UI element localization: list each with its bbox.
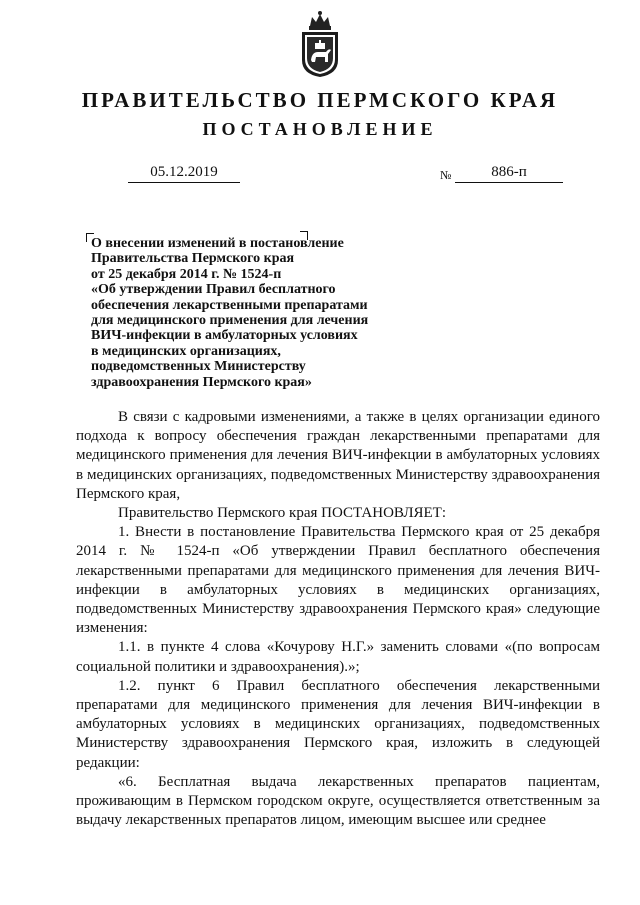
subject-line: Правительства Пермского края xyxy=(91,251,295,267)
government-title: ПРАВИТЕЛЬСТВО ПЕРМСКОГО КРАЯ xyxy=(81,88,559,112)
subject-line: для медицинского применения для лечения xyxy=(91,313,369,329)
perm-krai-coat-of-arms-icon xyxy=(298,10,342,78)
document-date: 05.12.2019 xyxy=(128,164,240,183)
clause-1-1-paragraph: 1.1. в пункте 4 слова «Кочурову Н.Г.» заменить словами «(по вопросам социальной политики и здравоохранения).»; xyxy=(76,639,600,675)
subject-line: О внесении изменений в постановление xyxy=(91,236,344,251)
subject-line: «Об утверждении Правил бесплатного xyxy=(91,282,336,298)
decree-paragraph: Правительство Пермского края ПОСТАНОВЛЯЕТ: xyxy=(118,505,447,522)
subject-line: в медицинских организациях, xyxy=(91,343,281,359)
document-number: 886-п xyxy=(455,164,563,183)
clause-1-paragraph: 1. Внести в постановление Правительства Пермского края от 25 декабря 2014 г. № 1524-п «Об утверждении Правил бесплатного обеспечения лекарственными препаратами для медицинского применения для лечения ВИЧ-инфекции в амбулаторных условиях в медицинских организациях, подведомственных Министерству здравоохранения Пермского края» следующие изменения: xyxy=(76,524,600,637)
subject-line: от 25 декабря 2014 г. № 1524-п xyxy=(91,266,282,282)
preamble-paragraph: В связи с кадровыми изменениями, а также в целях организации единого подхода к вопросу обеспечения граждан лекарственными препаратами для медицинского применения для лечения ВИЧ-инфекции в амбулаторных условиях в медицинских организациях, подведомственных Министерству здравоохранения Пермского края, xyxy=(76,409,600,502)
document-body xyxy=(76,408,600,830)
document-type: ПОСТАНОВЛЕНИЕ xyxy=(202,119,438,139)
subject-line: подведомственных Министерству xyxy=(91,359,306,375)
clause-1-2-paragraph: 1.2. пункт 6 Правил бесплатного обеспечения лекарственными препаратами для медицинского применения для лечения ВИЧ-инфекции в амбулаторных условиях в медицинских организациях, подведомственных Министерству здравоохранения Пермского края, изложить в следующей редакции: xyxy=(76,677,600,771)
number-sign: № xyxy=(440,168,452,182)
subject-line: здравоохранения Пермского края» xyxy=(91,374,312,390)
document-subject xyxy=(91,236,396,390)
subject-line: ВИЧ-инфекции в амбулаторных условиях xyxy=(91,328,358,344)
subject-line: обеспечения лекарственными препаратами xyxy=(91,297,368,313)
rule-6-paragraph: «6. Бесплатная выдача лекарственных препаратов пациентам, проживающим в Пермском городском округе, осуществляется ответственным за выдачу лекарственных препаратов лицом, имеющим высшее или среднее xyxy=(76,773,600,829)
